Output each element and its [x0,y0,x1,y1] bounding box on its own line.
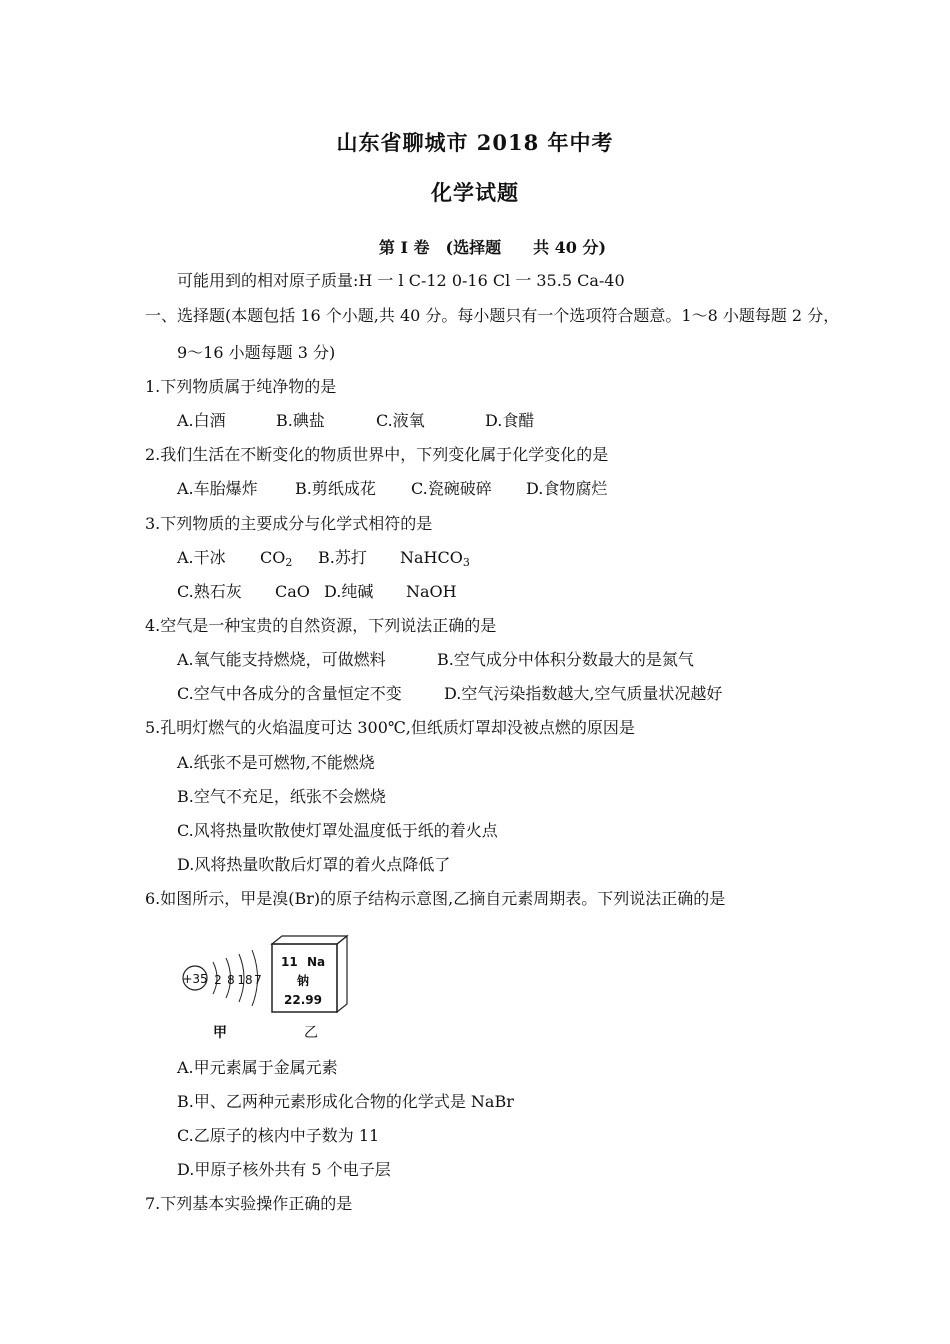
formula-subscript: 3 [462,556,470,569]
question-stem: 2.我们生活在不断变化的物质世界中，下列变化属于化学变化的是 [145,445,609,464]
atom-and-element-figure [175,930,365,1045]
option: B.空气成分中体积分数最大的是氮气 [437,650,694,669]
question-stem: 6.如图所示，甲是溴(Br)的原子结构示意图,乙摘自元素周期表。下列说法正确的是 [145,889,726,908]
periodic-table-cell [272,936,347,1041]
option: D.纯碱 [324,582,374,601]
subject-title: 化学试题 [431,180,519,205]
question-stem: 7.下列基本实验操作正确的是 [145,1194,353,1213]
option: A.氧气能支持燃烧，可做燃料 [177,650,386,669]
option: C.乙原子的核内中子数为 11 [177,1126,380,1145]
option: B.空气不充足，纸张不会燃烧 [177,787,386,806]
option: C.熟石灰 [177,582,242,601]
option: C.风将热量吹散使灯罩处温度低于纸的着火点 [177,821,498,840]
option: B.苏打 [318,548,367,567]
question-stem: 4.空气是一种宝贵的自然资源，下列说法正确的是 [145,616,497,635]
formula-base: NaHCO [400,548,463,567]
atomic-masses: 可能用到的相对原子质量:H 一 l C-12 0-16 Cl 一 35.5 Ca-40 [177,271,625,290]
shell-electrons: 7 [254,973,262,987]
formula [260,548,292,568]
option: A.车胎爆炸 [177,479,258,498]
option: D.风将热量吹散后灯罩的着火点降低了 [177,855,451,874]
shell-electrons: 2 [214,973,222,987]
section-heading: 第 I 卷 (选择题 共 40 分) [378,238,607,257]
option: D.食物腐烂 [526,479,608,498]
element-caption: 乙 [304,1025,318,1041]
option: C.空气中各成分的含量恒定不变 [177,684,402,703]
formula: NaOH [406,582,457,601]
option: B.碘盐 [276,411,325,430]
formula-subscript: 2 [285,556,293,569]
nucleus-charge: +35 [182,972,208,986]
element-symbol: Na [307,955,326,969]
formula: CaO [275,582,310,601]
option: D.食醋 [485,411,535,430]
question-stem: 3.下列物质的主要成分与化学式相符的是 [145,514,433,533]
atomic-mass: 22.99 [284,993,322,1007]
atomic-number: 11 [281,955,298,969]
formula [400,548,470,568]
atomic-structure-diagram [182,950,261,1041]
option: A.白酒 [177,411,226,430]
option: D.甲原子核外共有 5 个电子层 [177,1160,391,1179]
option: D.空气污染指数越大,空气质量状况越好 [444,684,723,703]
instructions-line2: 9～16 小题每题 3 分) [177,343,336,362]
shell-electrons: 18 [237,973,253,987]
shell-electrons: 8 [227,973,235,987]
option: A.纸张不是可燃物,不能燃烧 [177,753,375,772]
formula-base: CO [260,548,286,567]
instructions-line1: 一、选择题(本题包括 16 个小题,共 40 分。每小题只有一个选项符合题意。1～8 小题每题 2 分， [145,306,840,325]
cell-side-face [337,936,347,1012]
option: B.甲、乙两种元素形成化合物的化学式是 NaBr [177,1092,514,1111]
option: A.甲元素属于金属元素 [177,1058,338,1077]
element-name: 钠 [296,974,310,988]
option: A.干冰 [177,548,226,567]
option: C.液氧 [376,411,425,430]
question-stem: 1.下列物质属于纯净物的是 [145,377,337,396]
question-stem: 5.孔明灯燃气的火焰温度可达 300℃,但纸质灯罩却没被点燃的原因是 [145,718,635,737]
option: C.瓷碗破碎 [411,479,492,498]
option: B.剪纸成花 [295,479,376,498]
exam-title: 山东省聊城市 2018 年中考 [336,130,614,155]
atom-caption: 甲 [213,1025,227,1041]
cell-top-face [272,936,347,944]
